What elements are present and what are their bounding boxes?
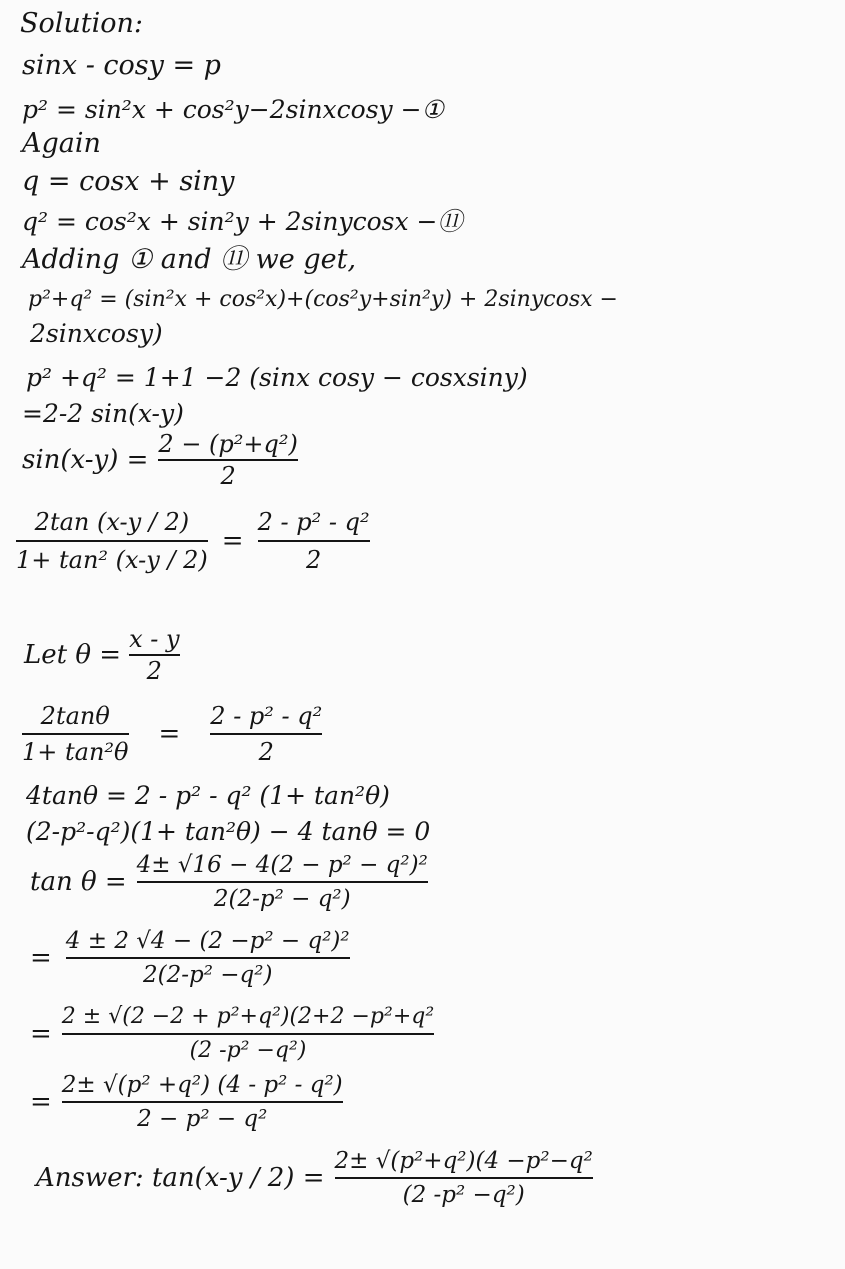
line-sum-expansion-cont: 2sinxcosy) [30, 319, 163, 348]
line-q-squared: q² = cos²x + sin²y + 2sinycosx −⑪ [22, 207, 463, 236]
answer-fraction [335, 1146, 593, 1210]
answer-numerator: 2± √(p²+q²)(4 −p²−q² [334, 1148, 593, 1174]
simplify-3-numerator: 2± √(p² +q²) (4 - p² - q²) [61, 1072, 343, 1098]
tan-half-rhs-denominator: 2 [305, 546, 322, 574]
answer-denominator: (2 -p² −q²) [402, 1182, 525, 1208]
quadratic-denominator: 2(2-p² − q²) [213, 886, 351, 912]
line-four-tan-theta: 4tanθ = 2 - p² - q² (1+ tan²θ) [26, 781, 390, 810]
sin-solved-denominator: 2 [220, 462, 236, 490]
let-theta-lhs: Let θ = [24, 640, 122, 670]
simplify-2-lhs: = [30, 1019, 52, 1049]
line-quadratic: (2-p²-q²)(1+ tan²θ) − 4 tanθ = 0 [26, 817, 431, 846]
sin-solved-fraction [158, 430, 297, 490]
answer-lhs: Answer: tan(x-y / 2) = [36, 1163, 325, 1193]
line-sum-simplified: p² +q² = 1+1 −2 (sinx cosy − cosxsiny) [26, 363, 528, 392]
simplify-1-denominator: 2(2-p² −q²) [142, 962, 273, 988]
line-again: Again [22, 128, 101, 159]
tan-half-rhs-fraction [258, 505, 370, 577]
equation-tan-theta [22, 700, 322, 768]
quadratic-fraction [137, 850, 428, 914]
sin-solved-numerator: 2 − (p²+q²) [158, 430, 298, 458]
line-sin-diff: =2-2 sin(x-y) [22, 399, 184, 428]
tan-half-lhs-denominator: 1+ tan² (x-y / 2) [16, 546, 208, 574]
let-theta-numerator: x - y [129, 625, 180, 653]
tan-half-lhs-numerator: 2tan (x-y / 2) [34, 508, 190, 536]
tan-theta-rhs-denominator: 2 [258, 738, 274, 766]
let-theta-denominator: 2 [146, 657, 162, 685]
solution-heading: Solution: [20, 8, 144, 39]
tan-half-lhs-fraction [16, 505, 208, 577]
simplify-3-denominator: 2 − p² − q² [137, 1106, 268, 1132]
tan-half-rhs-numerator: 2 - p² - q² [257, 508, 370, 536]
sin-solved-lhs: sin(x-y) = [22, 445, 149, 475]
simplify-3-fraction [62, 1070, 343, 1134]
let-theta-fraction [129, 625, 179, 685]
line-answer [36, 1146, 593, 1210]
simplify-2-fraction [62, 1002, 434, 1066]
line-p-squared: p² = sin²x + cos²y−2sinxcosy −① [22, 95, 444, 124]
line-quadratic-formula [30, 850, 428, 914]
line-sin-solved [22, 430, 298, 490]
line-adding: Adding ① and ⑪ we get, [22, 244, 357, 275]
line-sum-expansion: p²+q² = (sin²x + cos²x)+(cos²y+sin²y) + 2sinycosx − [28, 287, 618, 312]
line-simplify-2 [30, 1002, 434, 1066]
line-let-theta [24, 625, 180, 685]
tan-theta-rhs-numerator: 2 - p² - q² [210, 702, 323, 730]
simplify-2-numerator: 2 ± √(2 −2 + p²+q²)(2+2 −p²+q² [61, 1004, 435, 1029]
tan-theta-lhs-numerator: 2tanθ [40, 702, 110, 730]
quadratic-numerator: 4± √16 − 4(2 − p² − q²)² [136, 852, 428, 878]
quadratic-lhs: tan θ = [30, 867, 127, 897]
tan-theta-lhs-fraction [22, 700, 129, 768]
tan-theta-rhs-fraction [210, 700, 322, 768]
line-simplify-3 [30, 1070, 343, 1134]
line-given-p: sinx - cosy = p [22, 50, 221, 81]
simplify-2-denominator: (2 -p² −q²) [189, 1038, 307, 1063]
line-simplify-1 [30, 926, 350, 990]
tan-theta-lhs-denominator: 1+ tan²θ [22, 738, 129, 766]
tan-half-equals: = [221, 526, 244, 556]
simplify-1-lhs: = [30, 943, 52, 973]
simplify-1-fraction [66, 926, 350, 990]
line-given-q: q = cosx + siny [22, 166, 235, 197]
simplify-1-numerator: 4 ± 2 √4 − (2 −p² − q²)² [65, 928, 350, 954]
simplify-3-lhs: = [30, 1087, 52, 1117]
tan-theta-equals: = [158, 719, 181, 749]
equation-tan-half-angle [16, 505, 370, 577]
